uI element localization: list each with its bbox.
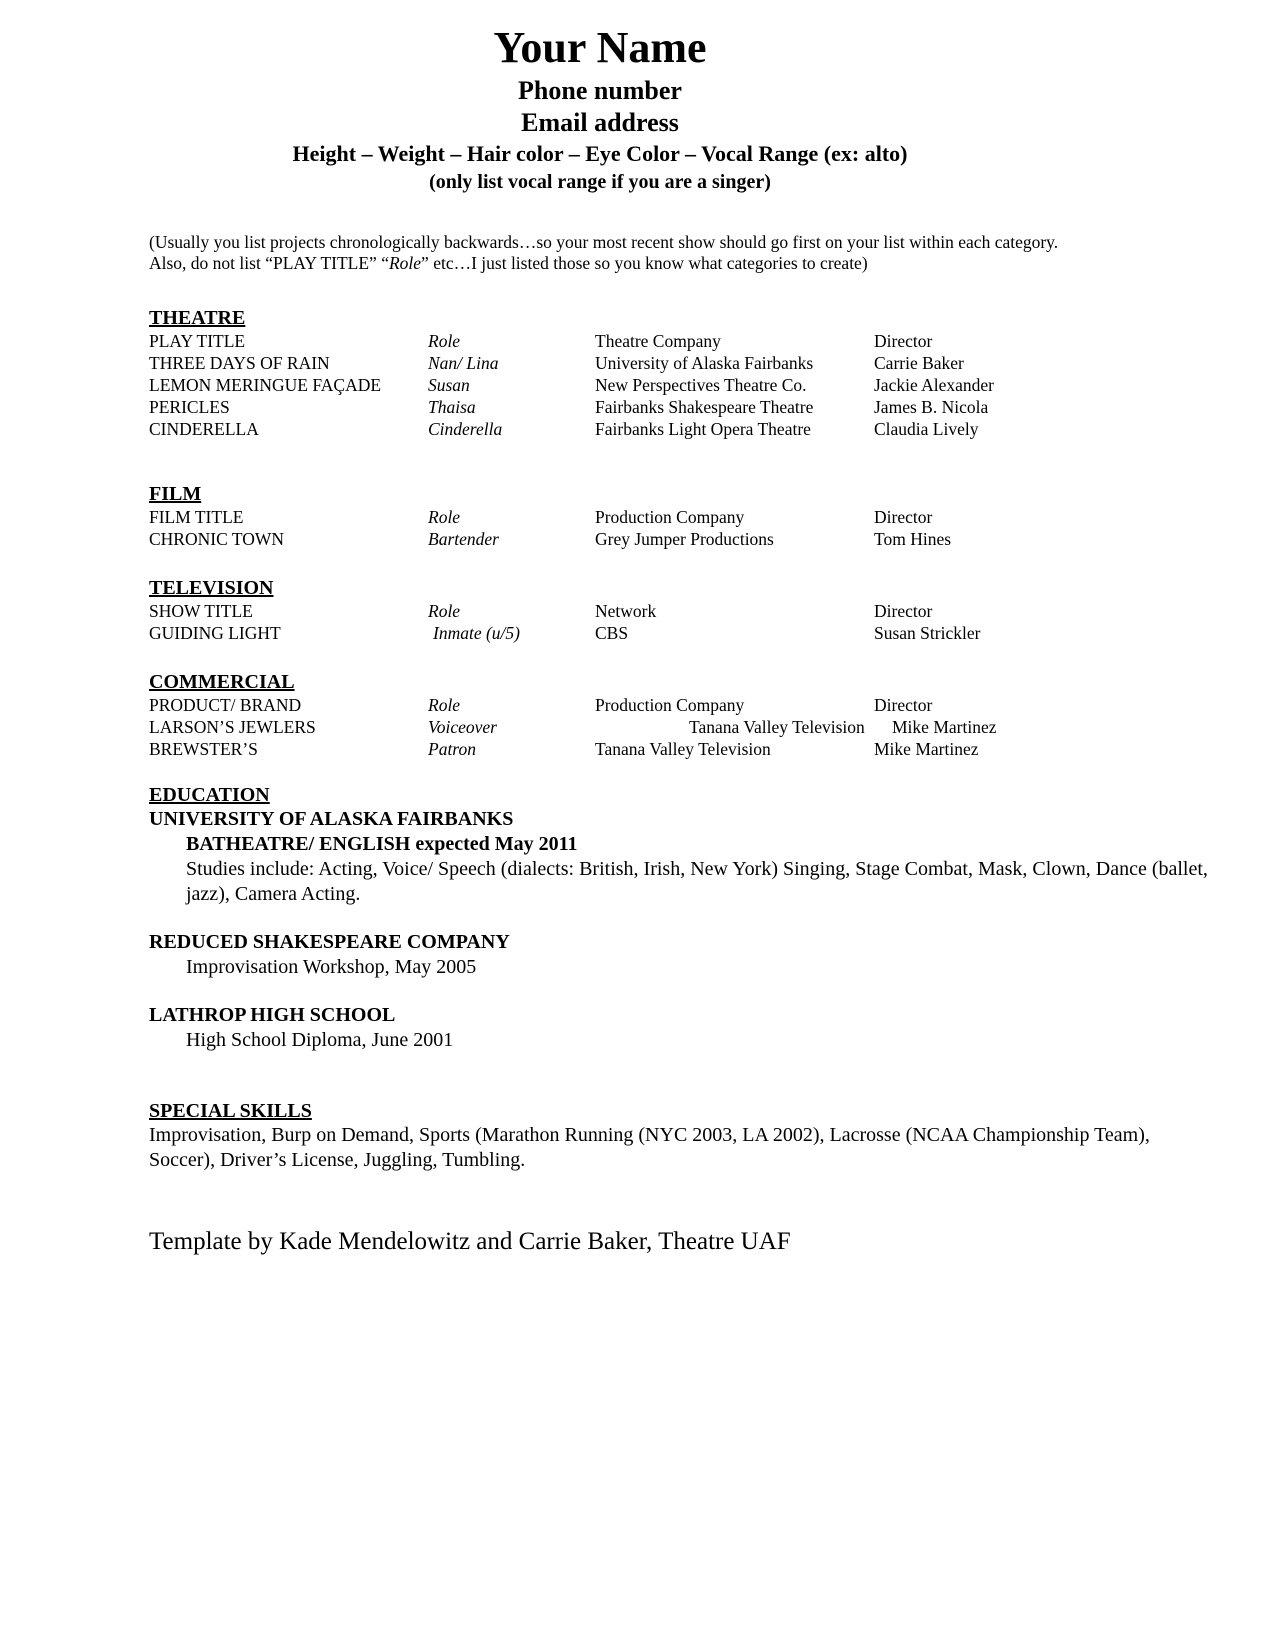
credit-title: PLAY TITLE bbox=[149, 331, 246, 351]
credit-role: Susan bbox=[428, 375, 470, 395]
vocal-range-note: (only list vocal range if you are a singer) bbox=[429, 171, 771, 193]
credit-director: Claudia Lively bbox=[874, 419, 979, 439]
intro-note bbox=[149, 232, 1069, 274]
section-title-film: FILM bbox=[149, 483, 202, 505]
credit-row bbox=[149, 738, 1209, 760]
intro-role-word: Role bbox=[388, 253, 422, 273]
credit-company: Grey Jumper Productions bbox=[595, 529, 774, 549]
section-title-commercial: COMMERCIAL bbox=[149, 671, 295, 693]
credit-row bbox=[149, 716, 1209, 738]
school-name: UNIVERSITY OF ALASKA FAIRBANKS bbox=[149, 808, 514, 830]
resume-body bbox=[149, 232, 1209, 1257]
credit-role: Bartender bbox=[428, 529, 499, 549]
credit-company: Tanana Valley Television bbox=[689, 717, 865, 737]
credit-director: James B. Nicola bbox=[874, 397, 989, 417]
credit-company: Fairbanks Light Opera Theatre bbox=[595, 419, 811, 439]
skills-list: Improvisation, Burp on Demand, Sports (Marathon Running (NYC 2003, LA 2002), Lacrosse (NCAA Championship Team), Soccer), Driver’s License, Juggling, Tumbling. bbox=[149, 1124, 1150, 1171]
credit-row bbox=[149, 374, 1209, 396]
intro-text-end: ” etc…I just listed those so you know what categories to create) bbox=[421, 253, 868, 273]
credit-title: BREWSTER’S bbox=[149, 739, 258, 759]
school-detail: Improvisation Workshop, May 2005 bbox=[186, 956, 477, 978]
credit-title: PRODUCT/ BRAND bbox=[149, 695, 302, 715]
credit-director: Tom Hines bbox=[874, 529, 952, 549]
school-detail: High School Diploma, June 2001 bbox=[186, 1029, 454, 1051]
theatre-credits bbox=[149, 330, 1209, 440]
credit-row bbox=[149, 600, 1209, 622]
credit-row bbox=[149, 418, 1209, 440]
credit-director: Director bbox=[874, 507, 933, 527]
credit-title: LARSON’S JEWLERS bbox=[149, 717, 316, 737]
credit-role: Voiceover bbox=[428, 717, 497, 737]
credit-title: THREE DAYS OF RAIN bbox=[149, 353, 330, 373]
credit-director: Mike Martinez bbox=[892, 717, 997, 737]
intro-text-start: (Usually you list projects chronologically backwards…so your most recent show should go first on your list within each category. Also, do not list “PLAY TITLE” “ bbox=[149, 232, 1059, 273]
credit-company: CBS bbox=[595, 623, 629, 643]
section-title-education: EDUCATION bbox=[149, 784, 270, 806]
credit-director: Carrie Baker bbox=[874, 353, 964, 373]
television-section bbox=[149, 577, 1209, 644]
credit-role: Inmate (u/5) bbox=[433, 623, 520, 643]
credit-title: GUIDING LIGHT bbox=[149, 623, 281, 643]
degree: BATHEATRE/ ENGLISH expected May 2011 bbox=[186, 833, 578, 855]
credit-company: New Perspectives Theatre Co. bbox=[595, 375, 807, 395]
credit-company: Tanana Valley Television bbox=[595, 739, 771, 759]
credit-row bbox=[149, 330, 1209, 352]
credit-director: Director bbox=[874, 331, 933, 351]
actor-name: Your Name bbox=[493, 23, 707, 72]
television-credits bbox=[149, 600, 1209, 644]
credit-role: Role bbox=[428, 695, 461, 715]
credit-role: Thaisa bbox=[428, 397, 476, 417]
section-title-television: TELEVISION bbox=[149, 577, 274, 599]
credit-title: SHOW TITLE bbox=[149, 601, 253, 621]
credit-row bbox=[149, 694, 1209, 716]
credit-title: CINDERELLA bbox=[149, 419, 259, 439]
credit-row bbox=[149, 528, 1209, 550]
credit-title: FILM TITLE bbox=[149, 507, 244, 527]
template-credit: Template by Kade Mendelowitz and Carrie Baker, Theatre UAF bbox=[149, 1228, 791, 1255]
credit-director: Susan Strickler bbox=[874, 623, 981, 643]
credit-title: LEMON MERINGUE FAÇADE bbox=[149, 375, 382, 395]
credit-role: Cinderella bbox=[428, 419, 503, 439]
credit-company: Production Company bbox=[595, 695, 745, 715]
section-title-skills: SPECIAL SKILLS bbox=[149, 1100, 312, 1122]
credit-company: Theatre Company bbox=[595, 331, 721, 351]
school-name: LATHROP HIGH SCHOOL bbox=[149, 1004, 396, 1026]
credit-role: Role bbox=[428, 331, 461, 351]
credit-row bbox=[149, 396, 1209, 418]
school-detail: Studies include: Acting, Voice/ Speech (dialects: British, Irish, New York) Singing, Stage Combat, Mask, Clown, Dance (ballet, jazz), Camera Acting. bbox=[186, 858, 1208, 905]
email-address: Email address bbox=[521, 108, 679, 137]
credit-row bbox=[149, 506, 1209, 528]
credit-director: Mike Martinez bbox=[874, 739, 979, 759]
school-name: REDUCED SHAKESPEARE COMPANY bbox=[149, 931, 510, 953]
credit-director: Jackie Alexander bbox=[874, 375, 995, 395]
phone-number: Phone number bbox=[518, 76, 682, 105]
credit-company: Fairbanks Shakespeare Theatre bbox=[595, 397, 814, 417]
skills-section bbox=[149, 1100, 1209, 1173]
commercial-credits bbox=[149, 694, 1209, 760]
commercial-section bbox=[149, 671, 1209, 760]
credit-title: CHRONIC TOWN bbox=[149, 529, 284, 549]
theatre-section bbox=[149, 307, 1209, 440]
resume-header bbox=[0, 22, 1200, 195]
credit-director: Director bbox=[874, 601, 933, 621]
physical-stats: Height – Weight – Hair color – Eye Color – Vocal Range (ex: alto) bbox=[292, 141, 908, 166]
credit-title: PERICLES bbox=[149, 397, 230, 417]
section-title-theatre: THEATRE bbox=[149, 307, 246, 329]
credit-role: Role bbox=[428, 507, 461, 527]
credit-row bbox=[149, 352, 1209, 374]
film-credits bbox=[149, 506, 1209, 550]
education-section bbox=[149, 784, 1209, 1053]
credit-role: Nan/ Lina bbox=[428, 353, 499, 373]
credit-company: University of Alaska Fairbanks bbox=[595, 353, 814, 373]
credit-row bbox=[149, 622, 1209, 644]
credit-director: Director bbox=[874, 695, 933, 715]
credit-company: Network bbox=[595, 601, 657, 621]
credit-role: Patron bbox=[428, 739, 476, 759]
credit-company: Production Company bbox=[595, 507, 745, 527]
film-section bbox=[149, 483, 1209, 550]
credit-role: Role bbox=[428, 601, 461, 621]
